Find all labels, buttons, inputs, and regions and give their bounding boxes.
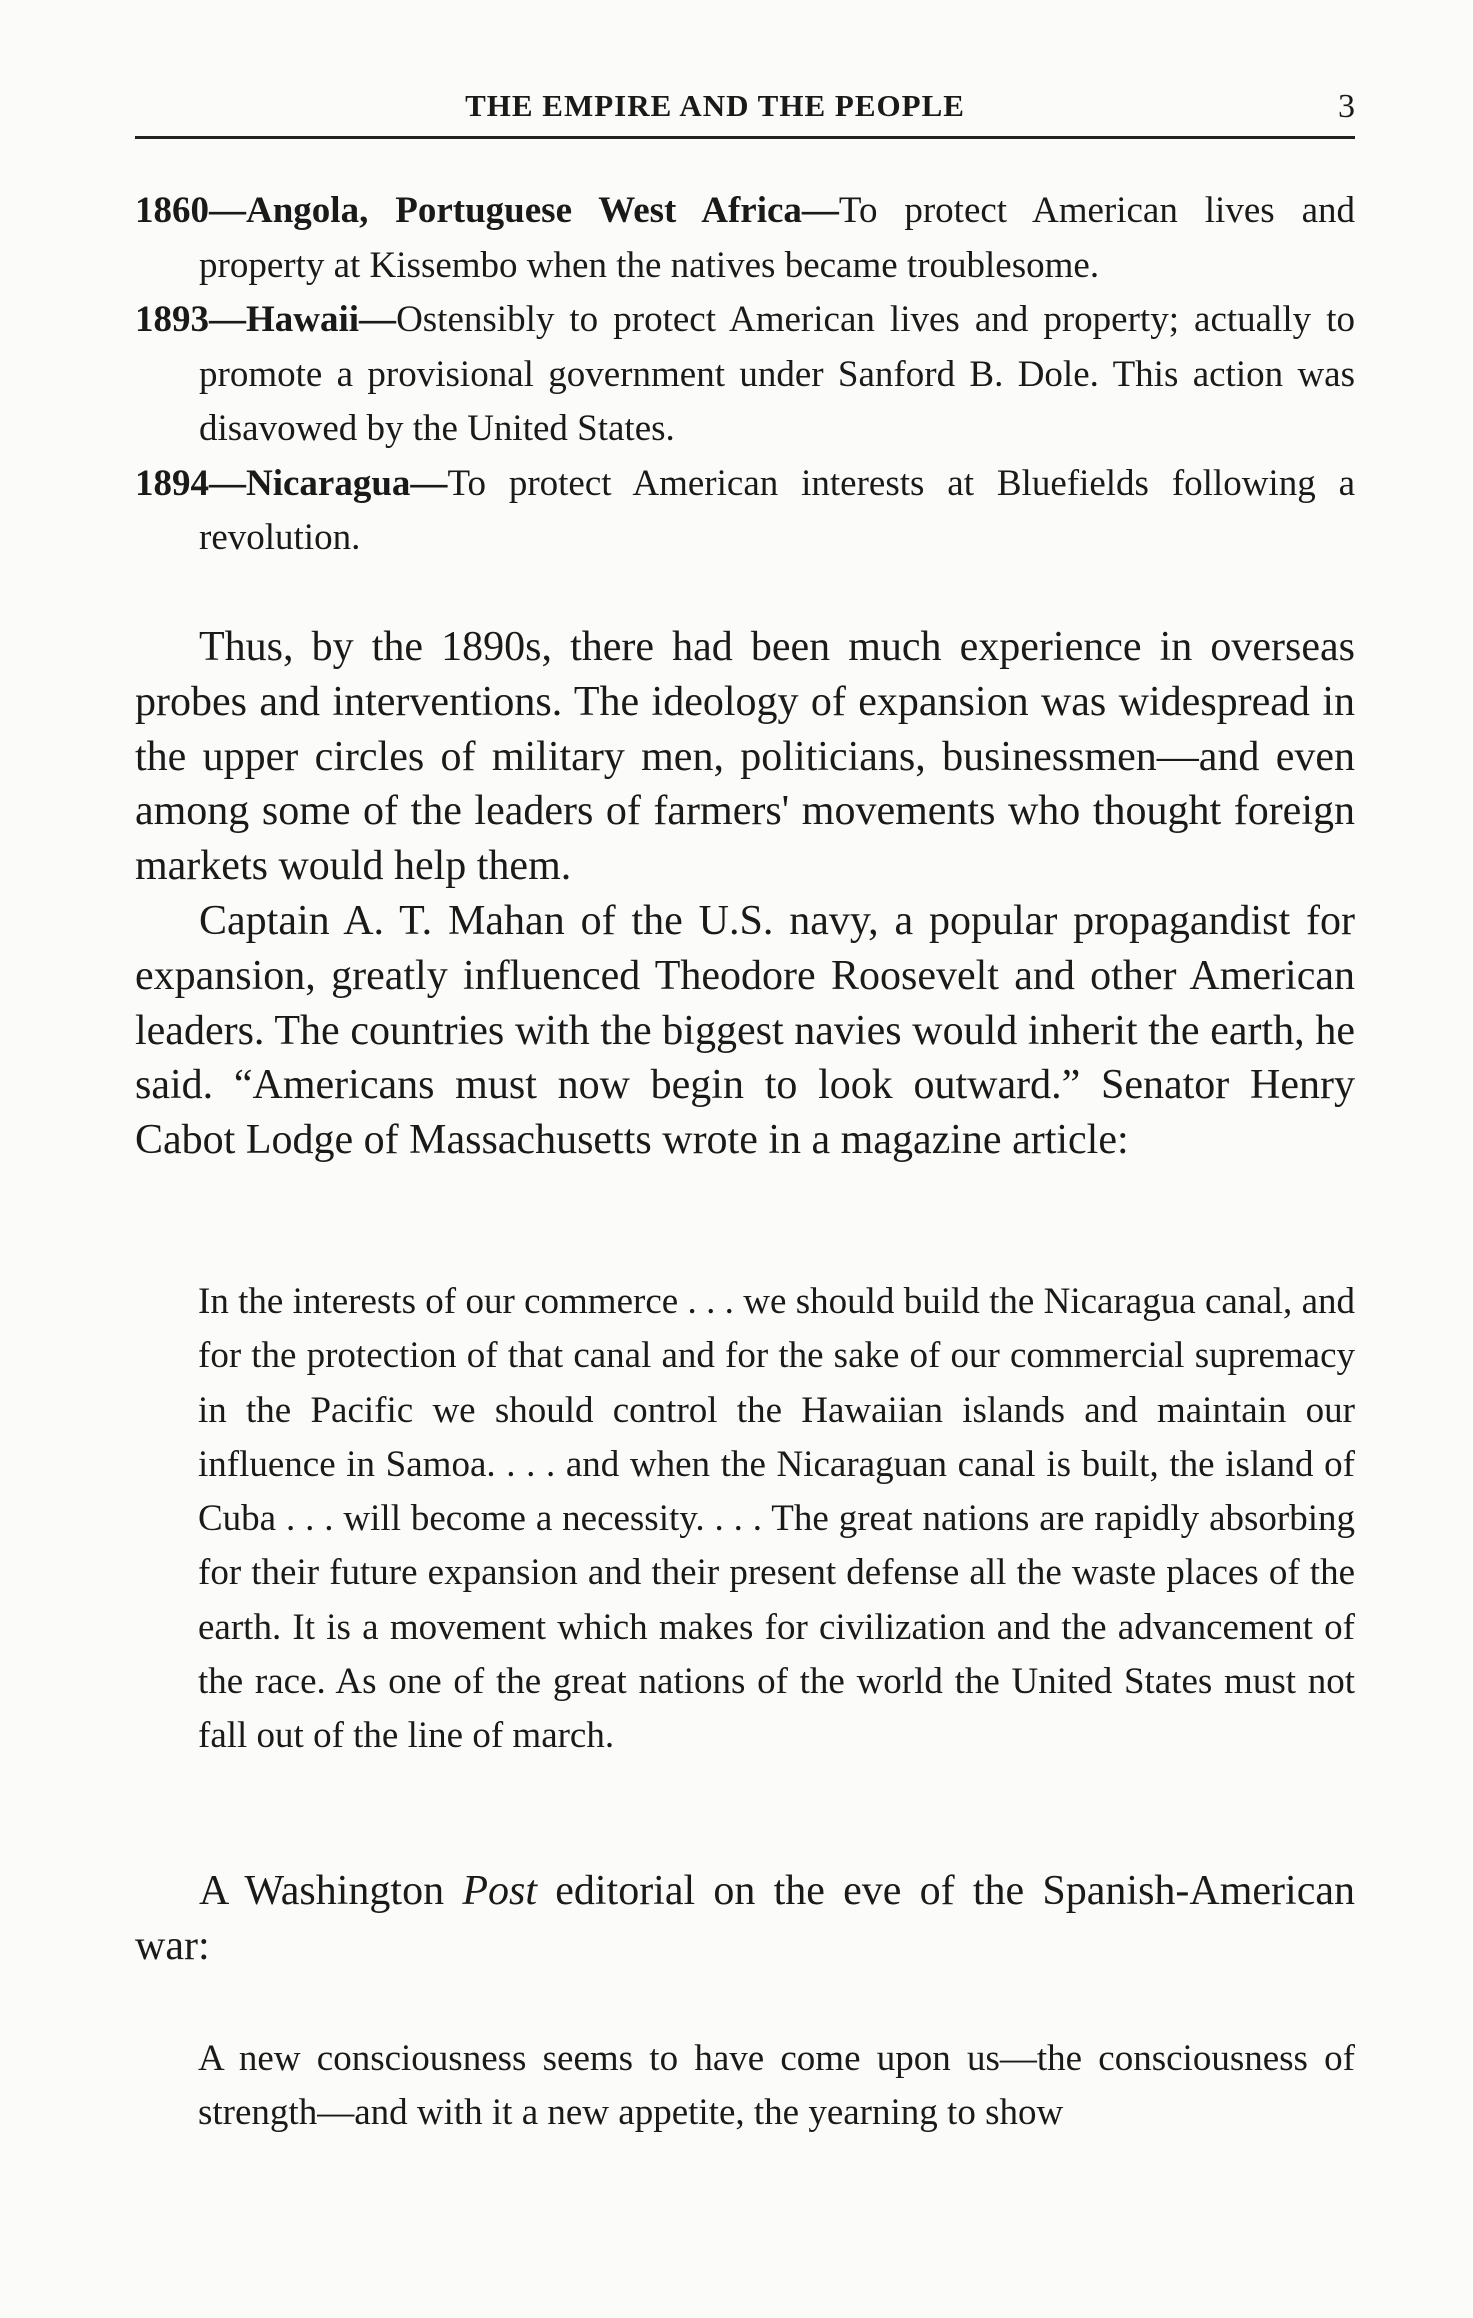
intro-before: A Washington	[199, 1868, 463, 1914]
running-head	[135, 88, 1355, 128]
page-number: 3	[1338, 88, 1355, 125]
entry-text: Ostensibly to protect American lives and property; actually to promote a provisional government under Sanford B. Dole. This action was disavowed by the United States.	[199, 299, 1355, 449]
running-title: THE EMPIRE AND THE PEOPLE	[465, 88, 965, 123]
intro-after: editorial on the eve of the Spanish-American war:	[135, 1868, 1355, 1969]
header-rule	[135, 136, 1355, 139]
body-text	[135, 620, 1355, 1168]
intervention-list	[135, 184, 1355, 566]
list-item	[135, 184, 1355, 293]
paragraph: Captain A. T. Mahan of the U.S. navy, a popular propagandist for expansion, greatly influenced Theodore Roosevelt and other American leaders. The countries with the biggest navies would inherit the earth, he said. “Americans must now begin to look outward.” Senator Henry Cabot Lodge of Massachusetts wrote in a magazine article:	[135, 897, 1355, 1164]
list-item	[135, 457, 1355, 566]
entry-heading: 1893—Hawaii—	[135, 299, 397, 340]
entry-heading: 1860—Angola, Portuguese West Africa—	[135, 190, 839, 231]
entry-text: To protect American interests at Bluefields following a revolution.	[199, 462, 1355, 558]
publication-title: Post	[462, 1868, 537, 1914]
block-quote-lodge: In the interests of our commerce . . . we should build the Nicaragua canal, and for the protection of that canal and for the sake of our commercial supremacy in the Pacific we should control the Hawaiian islands and maintain our influence in Samoa. . . . and when the Nicaraguan canal is built, the island of Cuba . . . will become a necessity. . . . The great nations are rapidly absorbing for their future expansion and their present defense all the waste places of the earth. It is a movement which makes for civilization and the advancement of the race. As one of the great nations of the world the United States must not fall out of the line of march.	[198, 1281, 1355, 1757]
paragraph: Thus, by the 1890s, there had been much experience in overseas probes and interventions. The ideology of expansion was widespread in the upper circles of military men, politicians, businessmen—and even among some of the leaders of farmers' movements who thought foreign markets would help them.	[135, 624, 1355, 890]
entry-text: To protect American lives and property at Kissembo when the natives became troublesome.	[199, 190, 1356, 286]
paragraph	[135, 1864, 1355, 1974]
list-item	[135, 293, 1355, 457]
block-quote-post: A new consciousness seems to have come upon us—the consciousness of strength—and with it a new appetite, the yearning to show	[198, 2038, 1355, 2134]
entry-heading: 1894—Nicaragua—	[135, 462, 448, 504]
